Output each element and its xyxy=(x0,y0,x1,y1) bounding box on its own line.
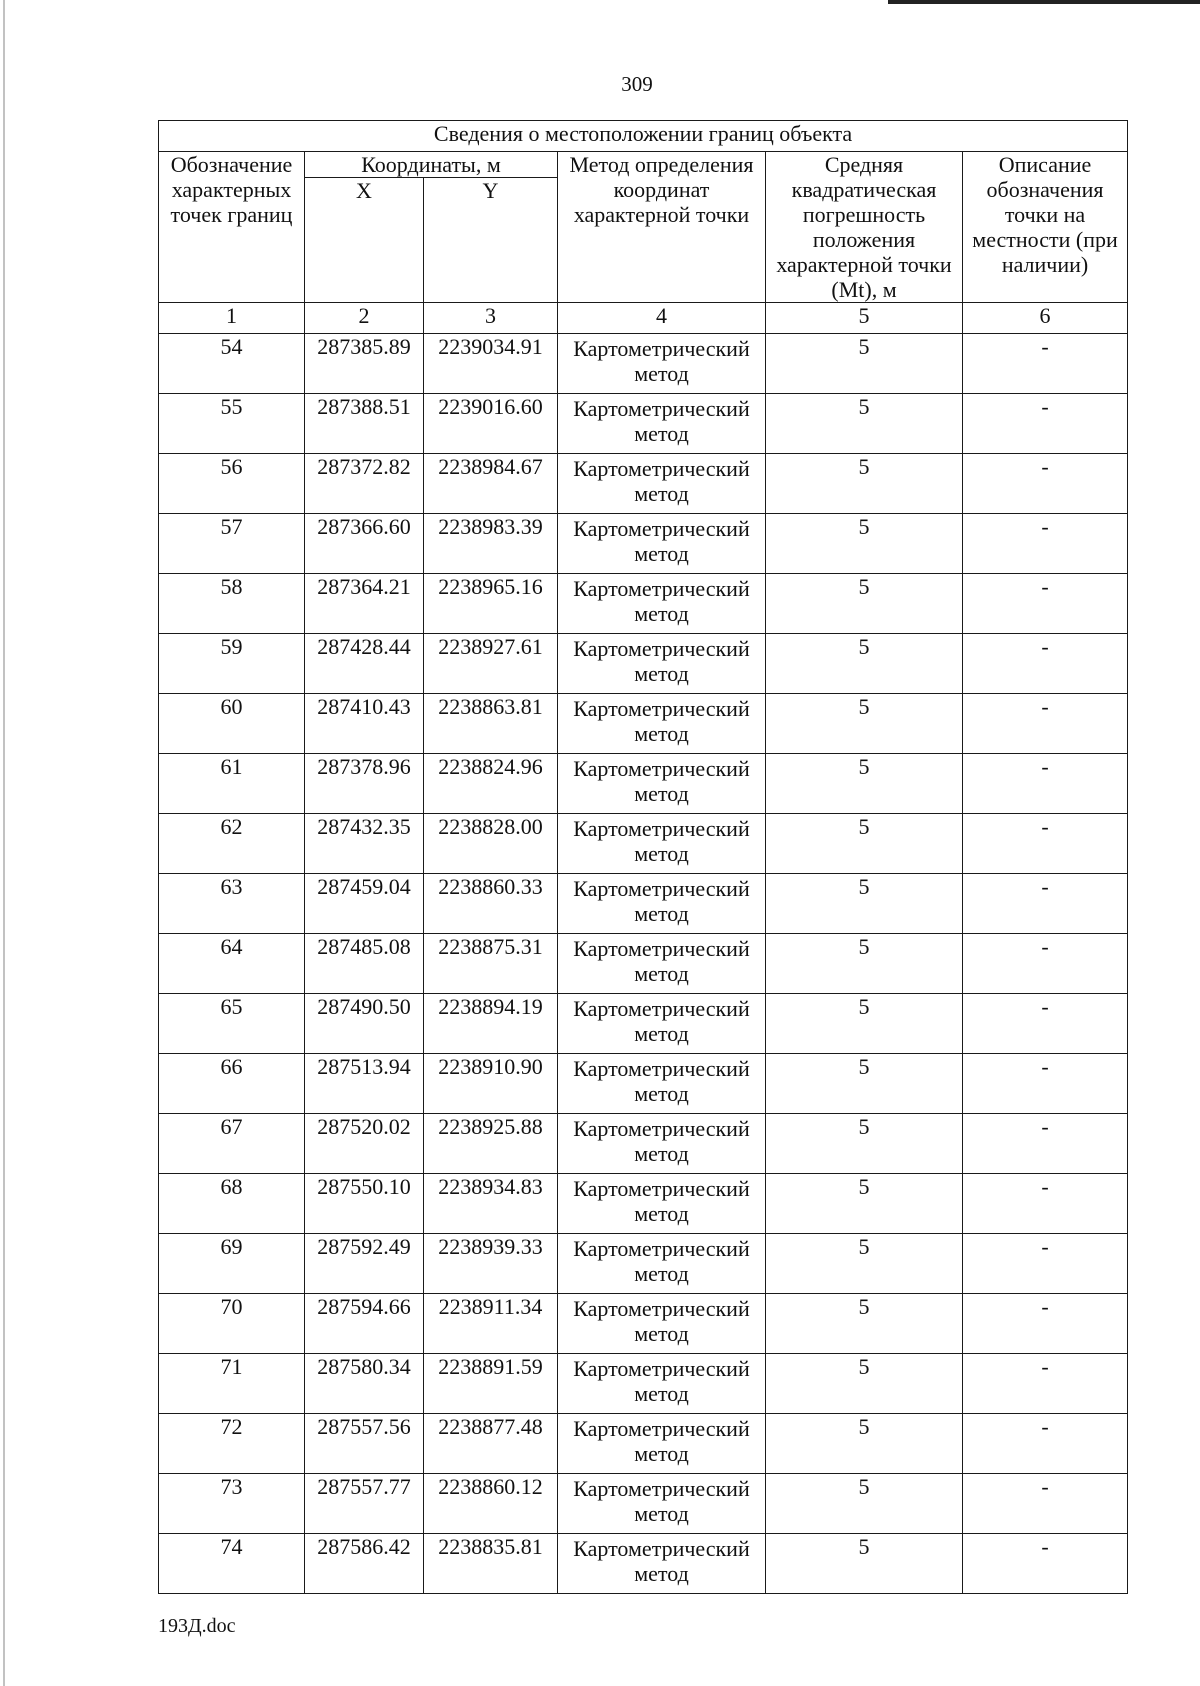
cell-point-number: 72 xyxy=(159,1414,305,1474)
cell-method xyxy=(558,514,766,574)
method-line-1: Картометрический xyxy=(573,1056,750,1081)
cell-point-number: 70 xyxy=(159,1294,305,1354)
header-description: Описание обозначения точки на местности (при наличии) xyxy=(963,152,1128,303)
header-x: X xyxy=(305,178,424,303)
header-point-designation: Обозначение характерных точек границ xyxy=(159,152,305,303)
cell-error: 5 xyxy=(766,1474,963,1534)
table-row xyxy=(159,1234,1128,1294)
method-line-2: метод xyxy=(634,1321,689,1346)
table-row xyxy=(159,874,1128,934)
method-line-2: метод xyxy=(634,1081,689,1106)
cell-error: 5 xyxy=(766,394,963,454)
cell-description: - xyxy=(963,994,1128,1054)
header-error: Средняя квадратическая погрешность положения характерной точки (Mt), м xyxy=(766,152,963,303)
cell-method xyxy=(558,574,766,634)
cell-error: 5 xyxy=(766,514,963,574)
cell-point-number: 69 xyxy=(159,1234,305,1294)
cell-point-number: 68 xyxy=(159,1174,305,1234)
method-line-2: метод xyxy=(634,721,689,746)
method-line-2: метод xyxy=(634,1201,689,1226)
cell-error: 5 xyxy=(766,1114,963,1174)
table-row xyxy=(159,574,1128,634)
cell-description: - xyxy=(963,1534,1128,1594)
method-line-2: метод xyxy=(634,541,689,566)
cell-point-number: 62 xyxy=(159,814,305,874)
cell-error: 5 xyxy=(766,994,963,1054)
cell-description: - xyxy=(963,754,1128,814)
cell-y: 2238911.34 xyxy=(424,1294,558,1354)
method-line-1: Картометрический xyxy=(573,1536,750,1561)
cell-x: 287520.02 xyxy=(305,1114,424,1174)
cell-x: 287594.66 xyxy=(305,1294,424,1354)
cell-method xyxy=(558,874,766,934)
cell-y: 2238894.19 xyxy=(424,994,558,1054)
method-line-2: метод xyxy=(634,781,689,806)
method-line-2: метод xyxy=(634,1261,689,1286)
cell-method xyxy=(558,814,766,874)
cell-error: 5 xyxy=(766,814,963,874)
cell-method xyxy=(558,1414,766,1474)
cell-method xyxy=(558,934,766,994)
method-line-1: Картометрический xyxy=(573,1476,750,1501)
method-line-1: Картометрический xyxy=(573,336,750,361)
cell-error: 5 xyxy=(766,334,963,394)
cell-point-number: 65 xyxy=(159,994,305,1054)
cell-description: - xyxy=(963,1414,1128,1474)
cell-y: 2238965.16 xyxy=(424,574,558,634)
cell-y: 2238927.61 xyxy=(424,634,558,694)
method-line-2: метод xyxy=(634,661,689,686)
cell-y: 2238910.90 xyxy=(424,1054,558,1114)
cell-y: 2238939.33 xyxy=(424,1234,558,1294)
cell-description: - xyxy=(963,394,1128,454)
cell-point-number: 66 xyxy=(159,1054,305,1114)
cell-point-number: 64 xyxy=(159,934,305,994)
cell-y: 2238934.83 xyxy=(424,1174,558,1234)
cell-x: 287428.44 xyxy=(305,634,424,694)
method-line-1: Картометрический xyxy=(573,1116,750,1141)
column-number: 3 xyxy=(424,303,558,334)
method-line-2: метод xyxy=(634,601,689,626)
cell-x: 287490.50 xyxy=(305,994,424,1054)
column-number: 4 xyxy=(558,303,766,334)
method-line-1: Картометрический xyxy=(573,1356,750,1381)
cell-y: 2238983.39 xyxy=(424,514,558,574)
cell-description: - xyxy=(963,1474,1128,1534)
method-line-1: Картометрический xyxy=(573,1416,750,1441)
method-line-2: метод xyxy=(634,481,689,506)
top-edge-rule xyxy=(888,0,1200,4)
table-row xyxy=(159,814,1128,874)
scan-left-edge xyxy=(3,0,5,1686)
cell-y: 2238875.31 xyxy=(424,934,558,994)
cell-y: 2238925.88 xyxy=(424,1114,558,1174)
cell-x: 287432.35 xyxy=(305,814,424,874)
cell-description: - xyxy=(963,874,1128,934)
cell-error: 5 xyxy=(766,634,963,694)
page-number: 309 xyxy=(621,72,653,96)
method-line-1: Картометрический xyxy=(573,1296,750,1321)
method-line-1: Картометрический xyxy=(573,1176,750,1201)
cell-method xyxy=(558,1114,766,1174)
cell-x: 287586.42 xyxy=(305,1534,424,1594)
method-line-2: метод xyxy=(634,1501,689,1526)
cell-point-number: 59 xyxy=(159,634,305,694)
cell-method xyxy=(558,1474,766,1534)
method-line-1: Картометрический xyxy=(573,636,750,661)
method-line-2: метод xyxy=(634,1561,689,1586)
table-row xyxy=(159,514,1128,574)
cell-error: 5 xyxy=(766,1294,963,1354)
cell-description: - xyxy=(963,1114,1128,1174)
cell-point-number: 58 xyxy=(159,574,305,634)
cell-error: 5 xyxy=(766,1534,963,1594)
cell-description: - xyxy=(963,1234,1128,1294)
cell-error: 5 xyxy=(766,454,963,514)
cell-description: - xyxy=(963,334,1128,394)
column-number: 2 xyxy=(305,303,424,334)
cell-y: 2238860.12 xyxy=(424,1474,558,1534)
method-line-2: метод xyxy=(634,1441,689,1466)
cell-x: 287385.89 xyxy=(305,334,424,394)
cell-y: 2238891.59 xyxy=(424,1354,558,1414)
cell-y: 2239034.91 xyxy=(424,334,558,394)
cell-method xyxy=(558,1534,766,1594)
cell-y: 2238860.33 xyxy=(424,874,558,934)
table-row xyxy=(159,454,1128,514)
cell-x: 287459.04 xyxy=(305,874,424,934)
cell-point-number: 55 xyxy=(159,394,305,454)
table-row xyxy=(159,694,1128,754)
cell-error: 5 xyxy=(766,934,963,994)
cell-description: - xyxy=(963,1294,1128,1354)
cell-x: 287388.51 xyxy=(305,394,424,454)
cell-method xyxy=(558,994,766,1054)
cell-error: 5 xyxy=(766,574,963,634)
cell-method xyxy=(558,394,766,454)
method-line-1: Картометрический xyxy=(573,396,750,421)
cell-x: 287580.34 xyxy=(305,1354,424,1414)
cell-x: 287410.43 xyxy=(305,694,424,754)
method-line-1: Картометрический xyxy=(573,876,750,901)
table-row xyxy=(159,634,1128,694)
column-number: 6 xyxy=(963,303,1128,334)
cell-description: - xyxy=(963,1174,1128,1234)
table-row xyxy=(159,334,1128,394)
cell-y: 2238984.67 xyxy=(424,454,558,514)
cell-x: 287372.82 xyxy=(305,454,424,514)
cell-y: 2239016.60 xyxy=(424,394,558,454)
method-line-2: метод xyxy=(634,841,689,866)
cell-x: 287550.10 xyxy=(305,1174,424,1234)
cell-point-number: 67 xyxy=(159,1114,305,1174)
method-line-2: метод xyxy=(634,1381,689,1406)
cell-method xyxy=(558,1354,766,1414)
cell-method xyxy=(558,1234,766,1294)
caption-row xyxy=(159,121,1128,152)
table-row xyxy=(159,394,1128,454)
column-number: 5 xyxy=(766,303,963,334)
cell-x: 287557.77 xyxy=(305,1474,424,1534)
cell-description: - xyxy=(963,1054,1128,1114)
cell-description: - xyxy=(963,814,1128,874)
cell-error: 5 xyxy=(766,1414,963,1474)
table-row xyxy=(159,1354,1128,1414)
cell-x: 287557.56 xyxy=(305,1414,424,1474)
method-line-1: Картометрический xyxy=(573,996,750,1021)
table-row xyxy=(159,1054,1128,1114)
cell-y: 2238828.00 xyxy=(424,814,558,874)
method-line-2: метод xyxy=(634,1141,689,1166)
method-line-1: Картометрический xyxy=(573,576,750,601)
method-line-1: Картометрический xyxy=(573,756,750,781)
method-line-2: метод xyxy=(634,361,689,386)
method-line-1: Картометрический xyxy=(573,696,750,721)
table-row xyxy=(159,1414,1128,1474)
header-coordinates: Координаты, м xyxy=(305,152,558,178)
cell-point-number: 63 xyxy=(159,874,305,934)
cell-method xyxy=(558,1174,766,1234)
cell-point-number: 73 xyxy=(159,1474,305,1534)
cell-description: - xyxy=(963,514,1128,574)
table-caption: Сведения о местоположении границ объекта xyxy=(159,121,1128,152)
method-line-1: Картометрический xyxy=(573,936,750,961)
cell-y: 2238863.81 xyxy=(424,694,558,754)
header-method: Метод определения координат характерной точки xyxy=(558,152,766,303)
table-body xyxy=(159,121,1128,1594)
table-row xyxy=(159,934,1128,994)
cell-point-number: 60 xyxy=(159,694,305,754)
cell-description: - xyxy=(963,934,1128,994)
cell-method xyxy=(558,1294,766,1354)
method-line-2: метод xyxy=(634,961,689,986)
method-line-1: Картометрический xyxy=(573,816,750,841)
cell-x: 287366.60 xyxy=(305,514,424,574)
cell-method xyxy=(558,454,766,514)
cell-x: 287592.49 xyxy=(305,1234,424,1294)
cell-point-number: 61 xyxy=(159,754,305,814)
column-number: 1 xyxy=(159,303,305,334)
cell-x: 287364.21 xyxy=(305,574,424,634)
table-row xyxy=(159,1474,1128,1534)
method-line-2: метод xyxy=(634,901,689,926)
cell-description: - xyxy=(963,454,1128,514)
cell-method xyxy=(558,754,766,814)
cell-description: - xyxy=(963,1354,1128,1414)
cell-point-number: 54 xyxy=(159,334,305,394)
cell-error: 5 xyxy=(766,1174,963,1234)
table-row xyxy=(159,1534,1128,1594)
cell-error: 5 xyxy=(766,694,963,754)
cell-y: 2238835.81 xyxy=(424,1534,558,1594)
cell-description: - xyxy=(963,694,1128,754)
cell-error: 5 xyxy=(766,1234,963,1294)
cell-point-number: 71 xyxy=(159,1354,305,1414)
table-row xyxy=(159,1294,1128,1354)
cell-method xyxy=(558,634,766,694)
cell-error: 5 xyxy=(766,1054,963,1114)
cell-method xyxy=(558,694,766,754)
method-line-1: Картометрический xyxy=(573,1236,750,1261)
cell-method xyxy=(558,1054,766,1114)
cell-point-number: 57 xyxy=(159,514,305,574)
cell-method xyxy=(558,334,766,394)
cell-point-number: 56 xyxy=(159,454,305,514)
cell-x: 287378.96 xyxy=(305,754,424,814)
header-y: Y xyxy=(424,178,558,303)
column-number-row xyxy=(159,303,1128,334)
method-line-1: Картометрический xyxy=(573,516,750,541)
cell-description: - xyxy=(963,634,1128,694)
cell-y: 2238877.48 xyxy=(424,1414,558,1474)
footer-filename: 193Д.doc xyxy=(158,1615,236,1637)
table-row xyxy=(159,1174,1128,1234)
method-line-2: метод xyxy=(634,1021,689,1046)
cell-x: 287513.94 xyxy=(305,1054,424,1114)
cell-x: 287485.08 xyxy=(305,934,424,994)
method-line-2: метод xyxy=(634,421,689,446)
cell-error: 5 xyxy=(766,874,963,934)
table-row xyxy=(159,994,1128,1054)
method-line-1: Картометрический xyxy=(573,456,750,481)
table-row xyxy=(159,754,1128,814)
cell-point-number: 74 xyxy=(159,1534,305,1594)
cell-description: - xyxy=(963,574,1128,634)
cell-error: 5 xyxy=(766,1354,963,1414)
table-row xyxy=(159,1114,1128,1174)
boundary-coordinates-table xyxy=(158,120,1128,1594)
header-row xyxy=(159,152,1128,178)
cell-error: 5 xyxy=(766,754,963,814)
cell-y: 2238824.96 xyxy=(424,754,558,814)
